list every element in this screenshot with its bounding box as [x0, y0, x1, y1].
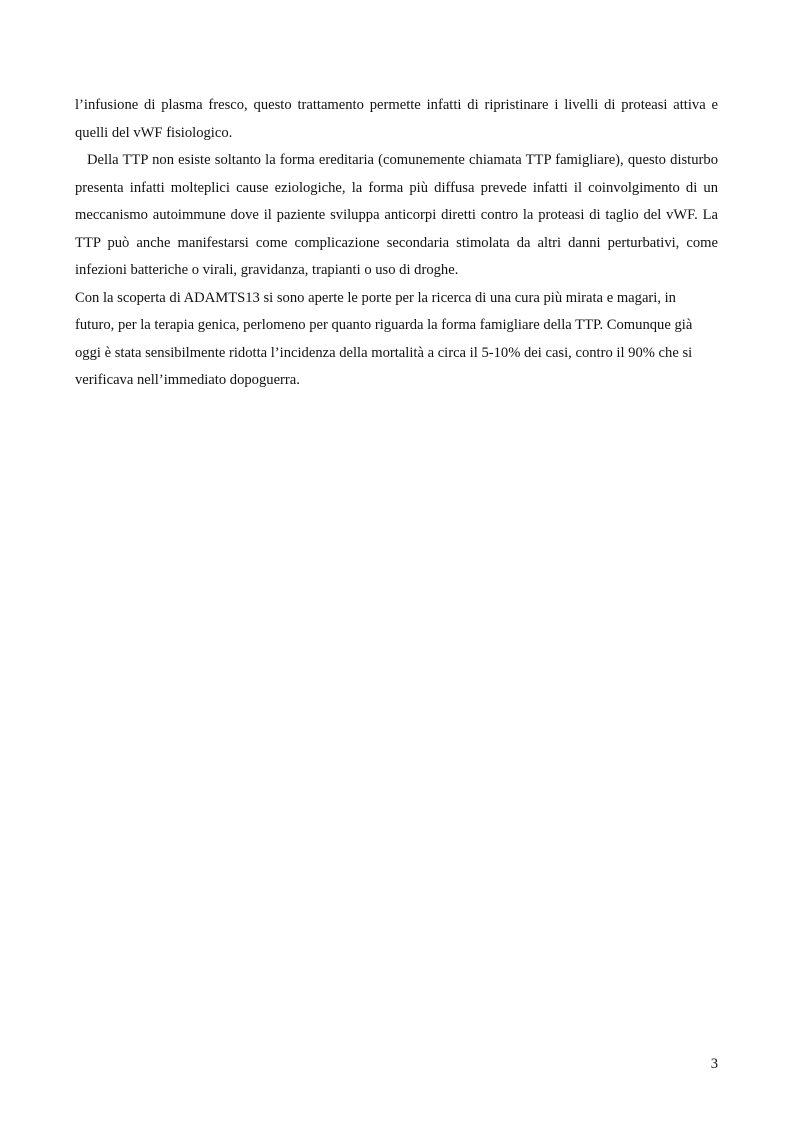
body-text: [75, 92, 718, 395]
paragraph-ttp-causes: Della TTP non esiste soltanto la forma ereditaria (comunemente chiamata TTP famigliare), questo disturbo presenta infatti molteplici cause eziologiche, la forma più diffusa prevede infatti il coinvolgimento di un meccanismo autoimmune dove il paziente sviluppa anticorpi diretti contro la proteasi di taglio del vWF. La TTP può anche manifestarsi come complicazione secondaria stimolata da altri danni perturbativi, come infezioni batteriche o virali, gravidanza, trapianti o uso di droghe.: [75, 152, 718, 278]
page-number: 3: [710, 1056, 718, 1072]
paragraph-plasma-infusion: l’infusione di plasma fresco, questo trattamento permette infatti di ripristinare i livelli di proteasi attiva e quelli del vWF fisiologico.: [75, 97, 718, 141]
paragraph-adamts13-discovery: Con la scoperta di ADAMTS13 si sono aperte le porte per la ricerca di una cura più mirata e magari, in futuro, per la terapia genica, perlomeno per quanto riguarda la forma famigliare della TTP. Comunque già oggi è stata sensibilmente ridotta l’incidenza della mortalità a circa il 5-10% dei casi, contro il 90% che si verificava nell’immediato dopoguerra.: [75, 289, 693, 388]
